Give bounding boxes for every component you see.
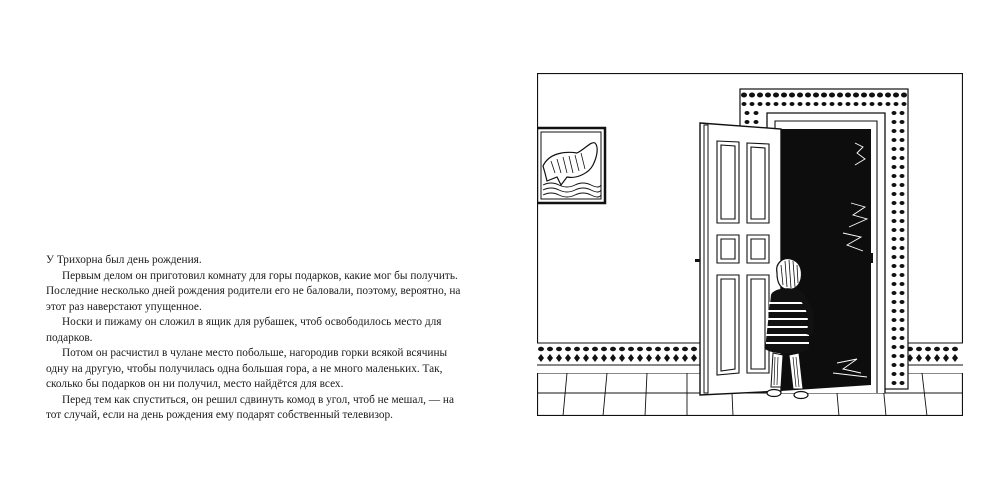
surround-dot xyxy=(766,102,771,106)
surround-dot xyxy=(742,102,747,106)
surround-dot xyxy=(862,102,867,106)
frieze-dot xyxy=(637,347,643,351)
surround-dot xyxy=(892,318,897,322)
surround-dot xyxy=(900,138,905,142)
surround-dot xyxy=(892,363,897,367)
surround-dot xyxy=(900,264,905,268)
surround-dot xyxy=(837,93,843,98)
surround-dot xyxy=(900,165,905,169)
surround-dot xyxy=(892,129,897,133)
surround-dot xyxy=(900,282,905,286)
frieze-dot xyxy=(538,347,544,351)
surround-dot xyxy=(781,93,787,98)
surround-dot xyxy=(814,102,819,106)
surround-dot xyxy=(750,102,755,106)
surround-dot xyxy=(789,93,795,98)
surround-dot xyxy=(774,102,779,106)
surround-dot xyxy=(813,93,819,98)
surround-dot xyxy=(900,156,905,160)
surround-dot xyxy=(782,102,787,106)
surround-dot xyxy=(892,291,897,295)
frieze-dot xyxy=(610,347,616,351)
surround-dot xyxy=(892,336,897,340)
frieze-dot xyxy=(916,347,922,351)
surround-dot xyxy=(878,102,883,106)
frieze-dot xyxy=(601,347,607,351)
frieze-dot xyxy=(583,347,589,351)
surround-dot xyxy=(892,192,897,196)
surround-dot xyxy=(900,246,905,250)
surround-dot xyxy=(900,345,905,349)
surround-dot xyxy=(900,327,905,331)
surround-dot xyxy=(900,273,905,277)
surround-dot xyxy=(900,183,905,187)
illustration-doorway xyxy=(537,73,963,416)
surround-dot xyxy=(900,210,905,214)
frieze-dot xyxy=(691,347,697,351)
surround-dot xyxy=(892,201,897,205)
surround-dot xyxy=(901,93,907,98)
frieze-dot xyxy=(547,347,553,351)
surround-dot xyxy=(900,192,905,196)
surround-dot xyxy=(892,345,897,349)
surround-dot xyxy=(838,102,843,106)
surround-dot xyxy=(892,228,897,232)
surround-dot xyxy=(892,354,897,358)
surround-dot xyxy=(900,111,905,115)
surround-dot xyxy=(900,201,905,205)
surround-dot xyxy=(900,291,905,295)
surround-dot xyxy=(805,93,811,98)
surround-dot xyxy=(900,309,905,313)
surround-dot xyxy=(790,102,795,106)
surround-dot xyxy=(745,120,750,124)
surround-dot xyxy=(892,273,897,277)
surround-dot xyxy=(900,228,905,232)
surround-dot xyxy=(900,219,905,223)
frieze-dot xyxy=(592,347,598,351)
surround-dot xyxy=(892,372,897,376)
surround-dot xyxy=(900,255,905,259)
surround-dot xyxy=(900,237,905,241)
surround-dot xyxy=(861,93,867,98)
surround-dot xyxy=(892,147,897,151)
frieze-dot xyxy=(619,347,625,351)
surround-dot xyxy=(894,102,899,106)
surround-dot xyxy=(798,102,803,106)
surround-dot xyxy=(900,372,905,376)
surround-dot xyxy=(745,111,750,115)
frieze-dot xyxy=(943,347,949,351)
frieze-dot xyxy=(574,347,580,351)
surround-dot xyxy=(758,102,763,106)
surround-dot xyxy=(854,102,859,106)
surround-dot xyxy=(892,111,897,115)
surround-dot xyxy=(892,165,897,169)
surround-dot xyxy=(754,111,759,115)
frieze-dot xyxy=(925,347,931,351)
surround-dot xyxy=(797,93,803,98)
surround-dot xyxy=(900,381,905,385)
frieze-dot xyxy=(934,347,940,351)
surround-dot xyxy=(892,300,897,304)
wall-picture xyxy=(537,128,605,203)
surround-dot xyxy=(830,102,835,106)
frieze-dot xyxy=(664,347,670,351)
surround-dot xyxy=(877,93,883,98)
surround-dot xyxy=(765,93,771,98)
surround-dot xyxy=(892,264,897,268)
surround-dot xyxy=(757,93,763,98)
frieze-dot xyxy=(565,347,571,351)
surround-dot xyxy=(829,93,835,98)
surround-dot xyxy=(806,102,811,106)
surround-dot xyxy=(892,381,897,385)
surround-dot xyxy=(892,210,897,214)
surround-dot xyxy=(886,102,891,106)
illustration-svg xyxy=(537,73,963,416)
surround-dot xyxy=(900,354,905,358)
surround-dot xyxy=(870,102,875,106)
surround-dot xyxy=(773,93,779,98)
frieze-dot xyxy=(646,347,652,351)
surround-dot xyxy=(892,174,897,178)
surround-dot xyxy=(900,318,905,322)
open-door xyxy=(695,123,781,395)
surround-dot xyxy=(900,336,905,340)
surround-dot xyxy=(900,363,905,367)
surround-dot xyxy=(892,309,897,313)
surround-dot xyxy=(892,219,897,223)
surround-dot xyxy=(885,93,891,98)
surround-dot xyxy=(900,300,905,304)
frieze-dot xyxy=(673,347,679,351)
surround-dot xyxy=(892,327,897,331)
surround-dot xyxy=(893,93,899,98)
surround-dot xyxy=(822,102,827,106)
surround-dot xyxy=(846,102,851,106)
surround-dot xyxy=(900,129,905,133)
story-text xyxy=(46,253,466,424)
surround-dot xyxy=(900,120,905,124)
frieze-dot xyxy=(682,347,688,351)
surround-dot xyxy=(900,147,905,151)
paragraph-2: Первым делом он приготовил комнату для горы подарков, какие мог бы получить. Последние несколько дней рождения родители его не баловали, поэтому, вероятно, на этот раз наверстают упущенное. xyxy=(46,269,461,313)
surround-dot xyxy=(900,174,905,178)
surround-dot xyxy=(869,93,875,98)
surround-dot xyxy=(892,282,897,286)
paragraph-4: Потом он расчистил в чулане место побольше, нагородив горки всякой всячины одну на другую, чтобы получилась одна большая гора, а не много маленьких. Так, сколько бы подарков он ни получил, место найдётся для всех. xyxy=(46,347,448,391)
surround-dot xyxy=(892,156,897,160)
surround-dot xyxy=(892,237,897,241)
frieze-dot xyxy=(628,347,634,351)
frieze-dot xyxy=(655,347,661,351)
surround-dot xyxy=(754,120,759,124)
surround-dot xyxy=(741,93,747,98)
surround-dot xyxy=(892,183,897,187)
surround-dot xyxy=(892,255,897,259)
paragraph-1: У Трихорна был день рождения. xyxy=(46,254,202,266)
surround-dot xyxy=(902,102,907,106)
surround-dot xyxy=(892,138,897,142)
surround-dot xyxy=(892,120,897,124)
frieze-dot xyxy=(952,347,958,351)
frieze-dot xyxy=(556,347,562,351)
surround-dot xyxy=(853,93,859,98)
surround-dot xyxy=(749,93,755,98)
surround-dot xyxy=(845,93,851,98)
surround-dot xyxy=(821,93,827,98)
paragraph-5: Перед тем как спуститься, он решил сдвинуть комод в угол, чтоб не мешал, — на тот случай, если на день рождения ему подарят собственный телевизор. xyxy=(46,393,454,422)
paragraph-3: Носки и пижаму он сложил в ящик для рубашек, чтоб освободилось место для подарков. xyxy=(46,316,442,344)
surround-dot xyxy=(892,246,897,250)
